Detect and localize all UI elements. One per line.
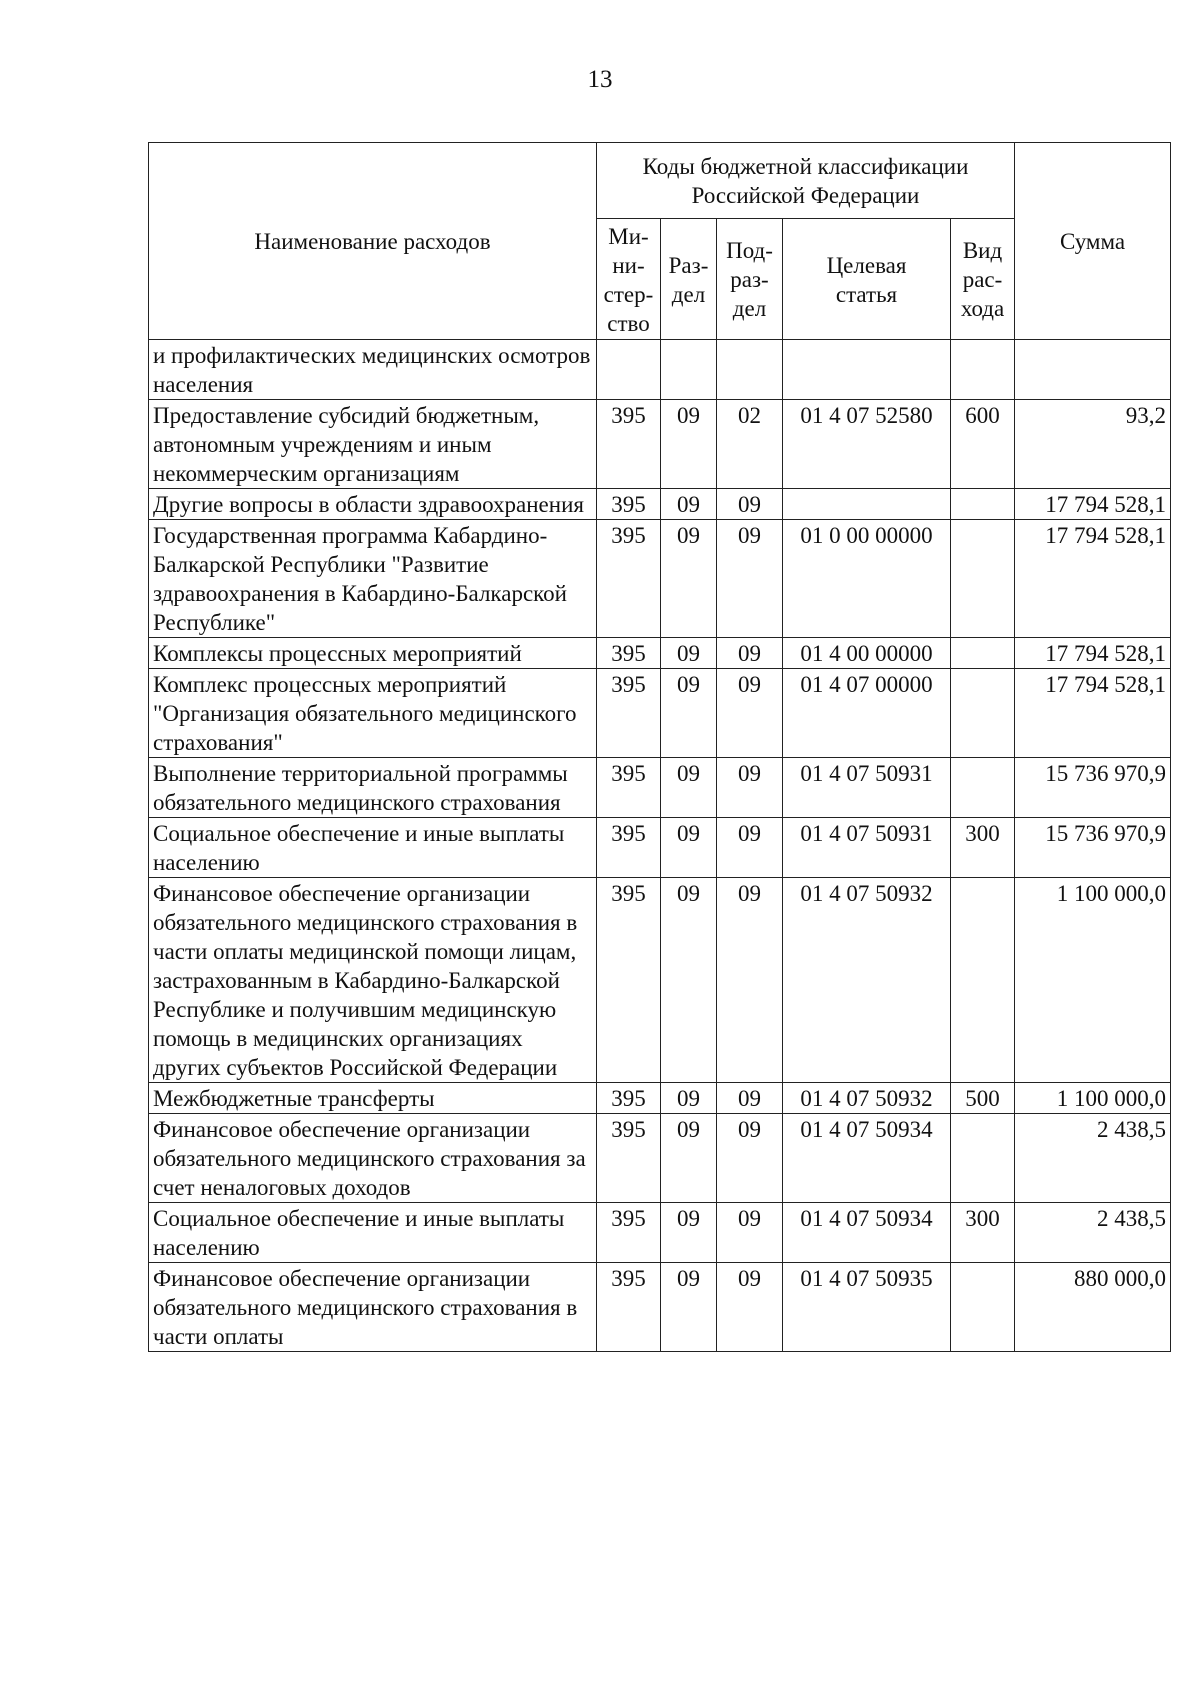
cell-sum: 17 794 528,1 [1015,520,1171,638]
cell-subsection: 09 [717,1203,783,1263]
cell-section [661,340,717,400]
cell-ministry: 395 [597,878,661,1083]
cell-sum [1015,340,1171,400]
table-row [149,818,1171,878]
cell-target: 01 4 07 50935 [783,1263,951,1352]
cell-ministry: 395 [597,638,661,669]
cell-name: Финансовое обеспечение организации обязательного медицинского страхования в части оплаты медицинской помощи лицам, застрахованным в Кабардино-Балкарской Республике и получившим медицинскую помощь в медицинских организациях других субъектов Российской Федерации [149,878,597,1083]
cell-ministry: 395 [597,1203,661,1263]
cell-target: 01 4 07 50931 [783,818,951,878]
header-codes-group: Коды бюджетной классификации Российской Федерации [597,143,1015,219]
cell-target: 01 4 07 52580 [783,400,951,489]
cell-subsection: 09 [717,1263,783,1352]
cell-section: 09 [661,1114,717,1203]
table-row [149,1114,1171,1203]
cell-name: Финансовое обеспечение организации обязательного медицинского страхования в части оплаты [149,1263,597,1352]
cell-target: 01 4 07 50934 [783,1203,951,1263]
cell-target: 01 4 00 00000 [783,638,951,669]
table-body [149,340,1171,1352]
table-row [149,1263,1171,1352]
cell-section: 09 [661,758,717,818]
cell-ministry: 395 [597,669,661,758]
cell-subsection: 09 [717,638,783,669]
cell-kind [951,638,1015,669]
cell-name: Комплекс процессных мероприятий "Организация обязательного медицинского страхования" [149,669,597,758]
table-header [149,143,1171,340]
table-row [149,400,1171,489]
header-kind: Вид рас- хода [951,219,1015,340]
cell-ministry [597,340,661,400]
cell-name: и профилактических медицинских осмотров населения [149,340,597,400]
cell-sum: 17 794 528,1 [1015,669,1171,758]
cell-section: 09 [661,878,717,1083]
cell-kind [951,1263,1015,1352]
cell-ministry: 395 [597,1114,661,1203]
cell-target: 01 4 07 00000 [783,669,951,758]
cell-name: Государственная программа Кабардино-Балкарской Республики "Развитие здравоохранения в Кабардино-Балкарской Республике" [149,520,597,638]
cell-ministry: 395 [597,1263,661,1352]
cell-sum: 2 438,5 [1015,1203,1171,1263]
cell-kind [951,520,1015,638]
header-section: Раз- дел [661,219,717,340]
cell-kind [951,758,1015,818]
cell-section: 09 [661,520,717,638]
cell-subsection [717,340,783,400]
page-number: 13 [587,66,613,93]
cell-subsection: 09 [717,520,783,638]
cell-target: 01 4 07 50932 [783,1083,951,1114]
cell-kind [951,1114,1015,1203]
cell-subsection: 09 [717,669,783,758]
cell-sum: 17 794 528,1 [1015,638,1171,669]
cell-section: 09 [661,1083,717,1114]
cell-ministry: 395 [597,400,661,489]
cell-sum: 1 100 000,0 [1015,878,1171,1083]
budget-table [148,142,1171,1352]
cell-target: 01 4 07 50932 [783,878,951,1083]
cell-target: 01 4 07 50934 [783,1114,951,1203]
header-name: Наименование расходов [149,143,597,340]
cell-name: Комплексы процессных мероприятий [149,638,597,669]
cell-sum: 1 100 000,0 [1015,1083,1171,1114]
header-subsection: Под- раз- дел [717,219,783,340]
table-row [149,340,1171,400]
header-sum: Сумма [1015,143,1171,340]
cell-section: 09 [661,400,717,489]
cell-kind: 300 [951,818,1015,878]
table-row [149,1203,1171,1263]
table-row [149,758,1171,818]
cell-ministry: 395 [597,818,661,878]
cell-subsection: 09 [717,878,783,1083]
table-row [149,1083,1171,1114]
cell-target: 01 0 00 00000 [783,520,951,638]
cell-subsection: 09 [717,758,783,818]
cell-name: Социальное обеспечение и иные выплаты населению [149,818,597,878]
cell-section: 09 [661,638,717,669]
cell-section: 09 [661,1203,717,1263]
table-row [149,638,1171,669]
cell-kind [951,669,1015,758]
cell-subsection: 02 [717,400,783,489]
cell-name: Предоставление субсидий бюджетным, автономным учреждениям и иным некоммерческим организациям [149,400,597,489]
cell-subsection: 09 [717,1114,783,1203]
cell-sum: 17 794 528,1 [1015,489,1171,520]
cell-ministry: 395 [597,520,661,638]
cell-kind: 600 [951,400,1015,489]
cell-ministry: 395 [597,489,661,520]
table-row [149,669,1171,758]
cell-ministry: 395 [597,1083,661,1114]
cell-section: 09 [661,1263,717,1352]
cell-section: 09 [661,818,717,878]
cell-subsection: 09 [717,489,783,520]
cell-sum: 15 736 970,9 [1015,758,1171,818]
cell-target [783,489,951,520]
cell-kind: 500 [951,1083,1015,1114]
cell-name: Межбюджетные трансферты [149,1083,597,1114]
cell-kind: 300 [951,1203,1015,1263]
cell-target [783,340,951,400]
cell-section: 09 [661,489,717,520]
cell-subsection: 09 [717,1083,783,1114]
cell-section: 09 [661,669,717,758]
cell-target: 01 4 07 50931 [783,758,951,818]
cell-kind [951,340,1015,400]
table-row [149,520,1171,638]
cell-ministry: 395 [597,758,661,818]
cell-sum: 880 000,0 [1015,1263,1171,1352]
header-target: Целевая статья [783,219,951,340]
cell-sum: 2 438,5 [1015,1114,1171,1203]
cell-kind [951,489,1015,520]
table-row [149,878,1171,1083]
header-ministry: Ми- ни- стер- ство [597,219,661,340]
cell-name: Финансовое обеспечение организации обязательного медицинского страхования за счет неналоговых доходов [149,1114,597,1203]
cell-subsection: 09 [717,818,783,878]
cell-name: Другие вопросы в области здравоохранения [149,489,597,520]
cell-sum: 15 736 970,9 [1015,818,1171,878]
cell-name: Выполнение территориальной программы обязательного медицинского страхования [149,758,597,818]
table-row [149,489,1171,520]
cell-name: Социальное обеспечение и иные выплаты населению [149,1203,597,1263]
cell-kind [951,878,1015,1083]
cell-sum: 93,2 [1015,400,1171,489]
